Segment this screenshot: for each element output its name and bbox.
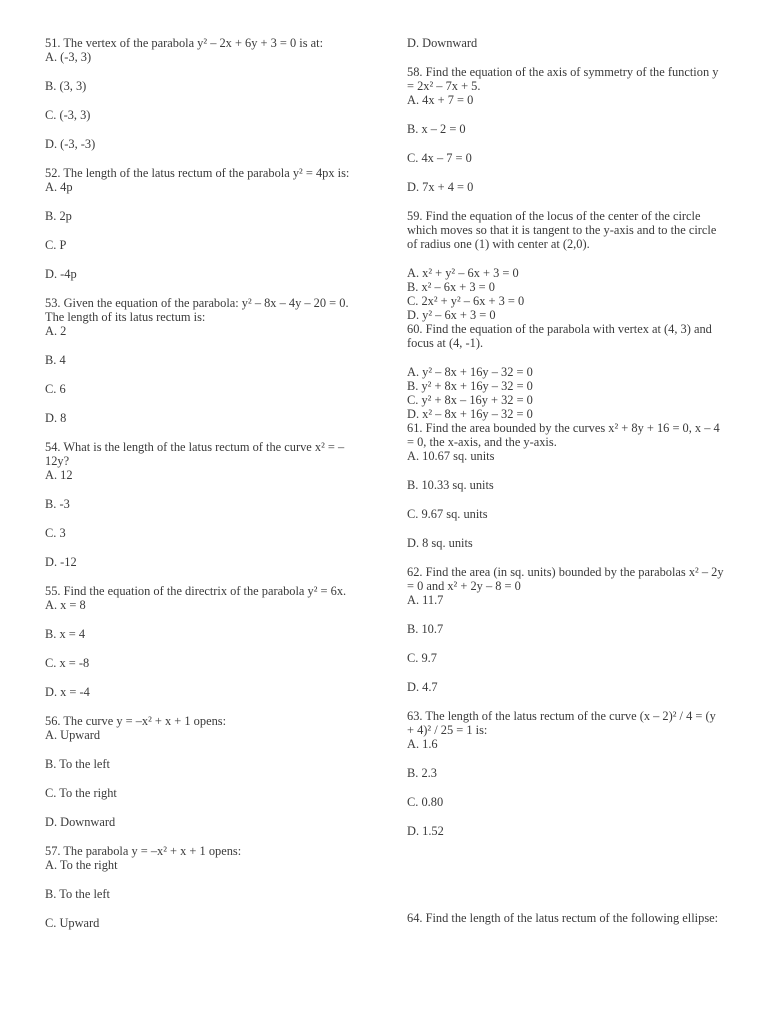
option-d: D. 8 sq. units (407, 536, 473, 550)
option-a: A. To the right (45, 858, 118, 872)
question-51 (45, 36, 363, 151)
option-d: D. 7x + 4 = 0 (407, 180, 474, 194)
question-stem: 60. Find the equation of the parabola with vertex at (4, 3) and focus at (4, -1). (407, 322, 712, 350)
option-d: D. 1.52 (407, 824, 444, 838)
option-c: C. y² + 8x – 16y + 32 = 0 (407, 393, 533, 407)
option-a: A. 1.6 (407, 737, 438, 751)
question-60 (407, 322, 725, 421)
option-b: B. 10.7 (407, 622, 444, 636)
option-b: B. 10.33 sq. units (407, 478, 494, 492)
option-b: B. 2.3 (407, 766, 437, 780)
option-c: C. 3 (45, 526, 66, 540)
question-stem: 59. Find the equation of the locus of the center of the circle which moves so that it is tangent to the y-axis and to the circle of radius one (1) with center at (2,0). (407, 209, 717, 251)
option-c: C. 9.67 sq. units (407, 507, 488, 521)
option-b: B. (3, 3) (45, 79, 87, 93)
option-b: B. 4 (45, 353, 66, 367)
option-d: D. (-3, -3) (45, 137, 96, 151)
option-a: A. (-3, 3) (45, 50, 92, 64)
right-column (407, 36, 725, 925)
option-a: A. 12 (45, 468, 73, 482)
question-stem: 57. The parabola y = –x² + x + 1 opens: (45, 844, 242, 858)
question-59 (407, 209, 725, 322)
option-b: B. y² + 8x + 16y – 32 = 0 (407, 379, 533, 393)
option-d: D. -4p (45, 267, 77, 281)
option-a: A. 10.67 sq. units (407, 449, 495, 463)
option-a: A. 4x + 7 = 0 (407, 93, 474, 107)
option-c: C. P (45, 238, 67, 252)
question-stem: 61. Find the area bounded by the curves x² + 8y + 16 = 0, x – 4 = 0, the x-axis, and the y-axis. (407, 421, 720, 449)
question-stem: 64. Find the length of the latus rectum of the following ellipse: (407, 911, 719, 925)
option-d: D. y² – 6x + 3 = 0 (407, 308, 496, 322)
option-b: B. x – 2 = 0 (407, 122, 466, 136)
option-c: C. 2x² + y² – 6x + 3 = 0 (407, 294, 525, 308)
question-stem: 55. Find the equation of the directrix of the parabola y² = 6x. (45, 584, 347, 598)
option-d: D. Downward (45, 815, 116, 829)
option-c: C. 0.80 (407, 795, 444, 809)
question-61 (407, 421, 725, 550)
option-b: B. To the left (45, 757, 110, 771)
option-a: A. Upward (45, 728, 101, 742)
question-stem: 52. The length of the latus rectum of the parabola y² = 4px is: (45, 166, 350, 180)
question-58 (407, 65, 725, 194)
option-d: D. Downward (407, 36, 478, 50)
blank-space (407, 853, 725, 911)
option-b: B. x² – 6x + 3 = 0 (407, 280, 495, 294)
option-d: D. x² – 8x + 16y – 32 = 0 (407, 407, 533, 421)
question-stem: 56. The curve y = –x² + x + 1 opens: (45, 714, 227, 728)
option-c: C. x = -8 (45, 656, 90, 670)
option-d: D. -12 (45, 555, 77, 569)
option-c: C. 6 (45, 382, 66, 396)
question-64 (407, 911, 725, 925)
question-52 (45, 166, 363, 281)
question-57 (45, 844, 363, 930)
question-54 (45, 440, 363, 569)
option-a: A. 11.7 (407, 593, 444, 607)
question-stem: 51. The vertex of the parabola y² – 2x + 6y + 3 = 0 is at: (45, 36, 324, 50)
option-c: C. To the right (45, 786, 117, 800)
left-column (45, 36, 363, 945)
question-56 (45, 714, 363, 829)
question-57-continued (407, 36, 725, 50)
question-62 (407, 565, 725, 694)
option-b: B. x = 4 (45, 627, 86, 641)
question-stem: 63. The length of the latus rectum of the curve (x – 2)² / 4 = (y + 4)² / 25 = 1 is: (407, 709, 716, 737)
option-c: C. (-3, 3) (45, 108, 91, 122)
option-a: A. y² – 8x + 16y – 32 = 0 (407, 365, 533, 379)
option-d: D. 4.7 (407, 680, 438, 694)
option-a: A. x = 8 (45, 598, 86, 612)
option-c: C. 9.7 (407, 651, 437, 665)
option-b: B. 2p (45, 209, 72, 223)
option-d: D. 8 (45, 411, 67, 425)
question-stem: 58. Find the equation of the axis of symmetry of the function y = 2x² – 7x + 5. (407, 65, 719, 93)
option-d: D. x = -4 (45, 685, 90, 699)
option-a: A. x² + y² – 6x + 3 = 0 (407, 266, 519, 280)
option-c: C. 4x – 7 = 0 (407, 151, 472, 165)
option-c: C. Upward (45, 916, 100, 930)
option-a: A. 4p (45, 180, 73, 194)
option-b: B. To the left (45, 887, 110, 901)
question-55 (45, 584, 363, 699)
question-63 (407, 709, 725, 838)
option-a: A. 2 (45, 324, 67, 338)
question-stem: 54. What is the length of the latus rectum of the curve x² = –12y? (45, 440, 345, 468)
question-stem: 53. Given the equation of the parabola: y² – 8x – 4y – 20 = 0. The length of its latus rectum is: (45, 296, 349, 324)
question-53 (45, 296, 363, 425)
question-stem: 62. Find the area (in sq. units) bounded by the parabolas x² – 2y = 0 and x² + 2y – 8 = 0 (407, 565, 724, 593)
option-b: B. -3 (45, 497, 70, 511)
